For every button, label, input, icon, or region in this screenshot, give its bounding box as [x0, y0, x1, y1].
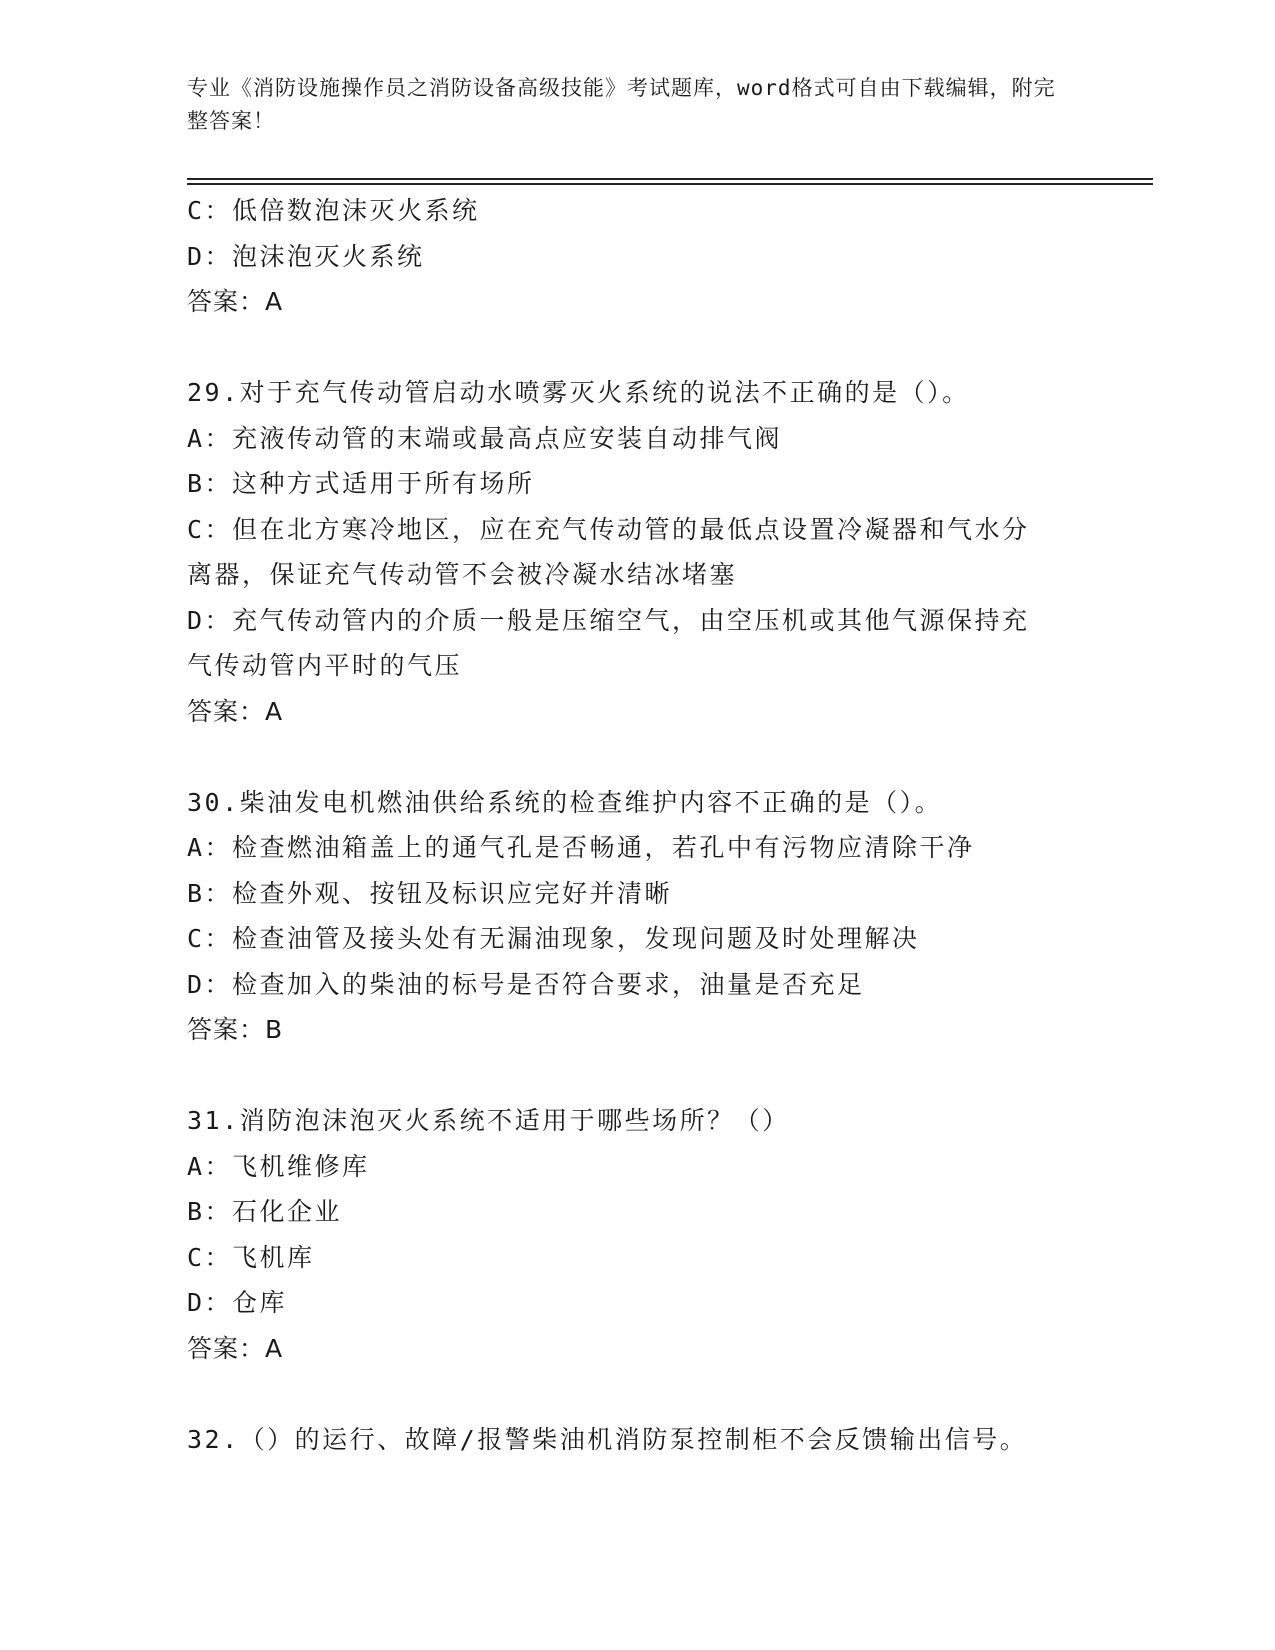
question-31: [187, 1098, 1087, 1371]
answer-line: 答案：A: [187, 287, 284, 316]
option-line: A：充液传动管的末端或最高点应安装自动排气阀: [187, 423, 783, 453]
header-rule-bottom: [187, 183, 1153, 185]
option-line: C：但在北方寒冷地区，应在充气传动管的最低点设置冷凝器和气水分: [187, 514, 1030, 544]
spacer: [187, 325, 1087, 371]
page-header: 专业《消防设施操作员之消防设备高级技能》考试题库，word格式可自由下载编辑，附完整答案！: [187, 76, 1056, 133]
option-line: B：这种方式适用于所有场所: [187, 469, 535, 498]
option-line: C：检查油管及接头处有无漏油现象，发现问题及时处理解决: [187, 924, 920, 953]
question-32: [187, 1417, 1087, 1463]
option-line: D：检查加入的柴油的标号是否符合要求，油量是否充足: [187, 969, 865, 999]
question-30: [187, 780, 1087, 1053]
spacer: [187, 734, 1087, 780]
document-body: [187, 188, 1087, 1462]
option-line: D：泡沫泡灭火系统: [187, 241, 425, 271]
question-stem: 29.对于充气传动管启动水喷雾灭火系统的说法不正确的是（）。: [187, 378, 970, 407]
option-line: C：低倍数泡沫灭火系统: [187, 196, 480, 225]
option-line: 离器，保证充气传动管不会被冷凝水结冰堵塞: [187, 560, 738, 589]
option-line: A：检查燃油箱盖上的通气孔是否畅通，若孔中有污物应清除干净: [187, 833, 975, 862]
answer-line: 答案：A: [187, 1333, 284, 1363]
question-29: [187, 370, 1087, 734]
option-line: B：检查外观、按钮及标识应完好并清晰: [187, 878, 673, 908]
option-line: D：仓库: [187, 1288, 288, 1317]
spacer: [187, 1053, 1087, 1099]
option-line: 气传动管内平时的气压: [187, 651, 463, 680]
option-line: B：石化企业: [187, 1197, 343, 1226]
option-line: C：飞机库: [187, 1242, 315, 1272]
question-stem: 32.（）的运行、故障/报警柴油机消防泵控制柜不会反馈输出信号。: [187, 1424, 1028, 1454]
carryover-question: [187, 188, 1087, 325]
option-line: A：飞机维修库: [187, 1151, 370, 1181]
question-stem: 30.柴油发电机燃油供给系统的检查维护内容不正确的是（）。: [187, 787, 943, 817]
header-rule-top: [187, 178, 1153, 180]
answer-line: 答案：B: [187, 1015, 284, 1044]
question-stem: 31.消防泡沫泡灭火系统不适用于哪些场所？（）: [187, 1106, 790, 1135]
option-line: D：充气传动管内的介质一般是压缩空气，由空压机或其他气源保持充: [187, 605, 1030, 635]
spacer: [187, 1371, 1087, 1417]
answer-line: 答案：A: [187, 696, 284, 726]
